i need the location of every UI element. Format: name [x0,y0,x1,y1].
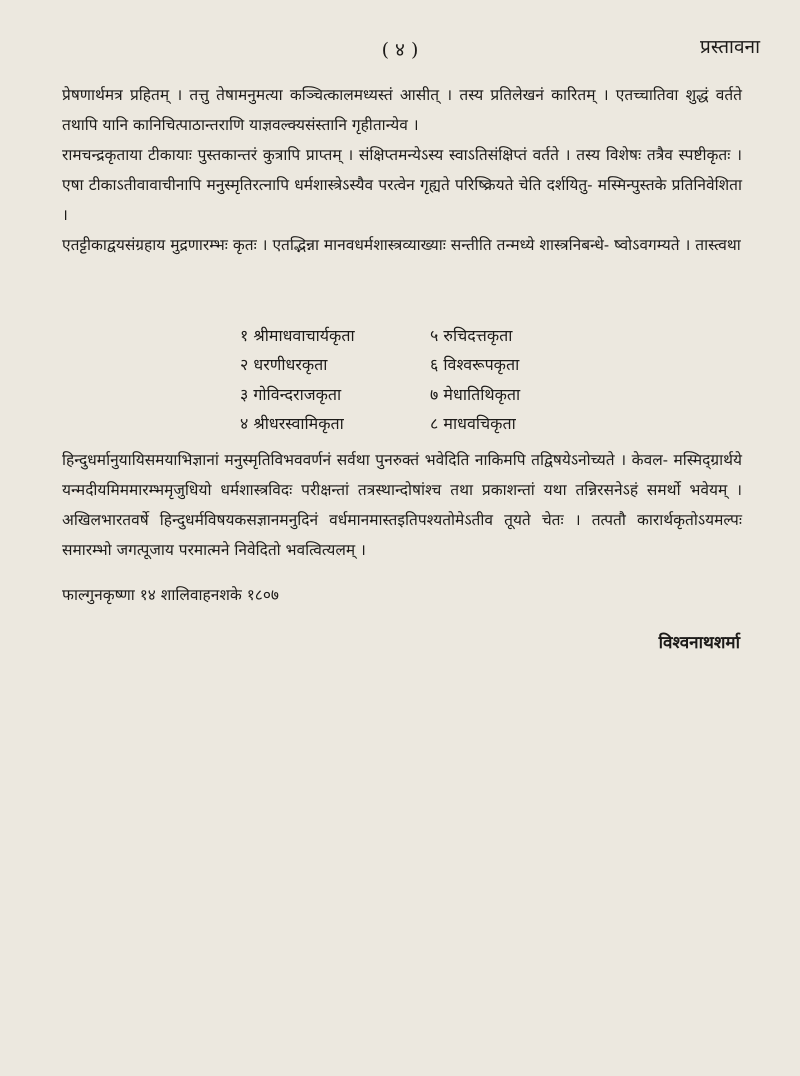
paragraph-2: रामचन्द्रकृताया टीकायाः पुस्तकान्तरं कुत्रापि प्राप्तम् । संक्षिप्तमन्येऽस्य स्वाऽतिसंक्षिप्तं वर्तते । तस्य विशेषः तत्रैव स्पष्टीकृतः । एषा टीकाऽतीवावाचीनापि मनुस्मृतिरत्नापि धर्मशास्त्रेऽस्यैव परत्वेन गृह्यते परिष्क्रियते चेति दर्शयितु- मस्मिन्पुस्तके प्रतिनिवेशिता । [62,146,742,224]
list-row [240,320,570,350]
list-row [240,350,570,380]
list-row [240,379,570,409]
list-row [240,409,570,439]
page-number: ( ४ ) [381,39,419,61]
paragraph-1: प्रेषणार्थमत्र प्रहितम् । तत्तु तेषामनुमत्या कञ्चित्कालमध्यस्तं आसीत् । तस्य प्रतिलेखनं कारितम् । एतच्चातिवा शुद्धं वर्तते तथापि यानि कानिचित्पाठान्तराणि याज्ञवल्क्यसंस्तानि गृहीतान्येव । [62,86,742,134]
section-title: प्रस्तावना [700,36,760,58]
list-item: ७ मेधातिथिकृता [430,384,521,404]
author-signature: विश्वनाथशर्मा [658,633,740,653]
list-item: ८ माधवचिकृता [430,414,516,434]
paragraph-3: एतट्टीकाद्वयसंग्रहाय मुद्रणारम्भः कृतः । एतद्भिन्ना मानवधर्मशास्त्रव्याख्याः सन्तीति तन्मध्ये शास्त्रनिबन्धे- ष्वोऽवगम्यते । तास्त्वथा [62,236,741,254]
commentary-list [240,320,570,438]
list-item: ६ विश्वरूपकृता [430,355,520,375]
list-item: ५ रुचिदत्तकृता [430,325,513,345]
list-item: २ धरणीधरकृता [240,355,328,375]
list-item: १ श्रीमाधवाचार्यकृता [240,325,355,345]
list-item: ३ गोविन्दराजकृता [240,384,342,404]
list-item: ४ श्रीधरस्वामिकृता [240,414,344,434]
paragraph-4: हिन्दुधर्मानुयायिसमयाभिज्ञानां मनुस्मृतिविभववर्णनं सर्वथा पुनरुक्तं भवेदिति नाकिमपि तद्विषयेऽनोच्यते । केवल- मस्मिद्ग्रार्थये यन्मदीयमिममारम्भमृजुधियो धर्मशास्त्रविदः परीक्षन्तां तत्रस्थान्दोषांश्च तथा प्रकाशन्तां यथा तन्निरसनेऽहं समर्थो भवेयम् । अखिलभारतवर्षे हिन्दुधर्मविषयकसज्ञानमनुदिनं वर्धमानमास्तइतिपश्यतोमेऽतीव तूयते चेतः । तत्पतौ कारार्थकृतोऽयमल्पः समारम्भो जगत्पूजाय परमात्मने निवेदितो भवत्वित्यलम् । [62,451,742,559]
date-line: फाल्गुनकृष्णा १४ शालिवाहनशके १८०७ [62,586,279,604]
